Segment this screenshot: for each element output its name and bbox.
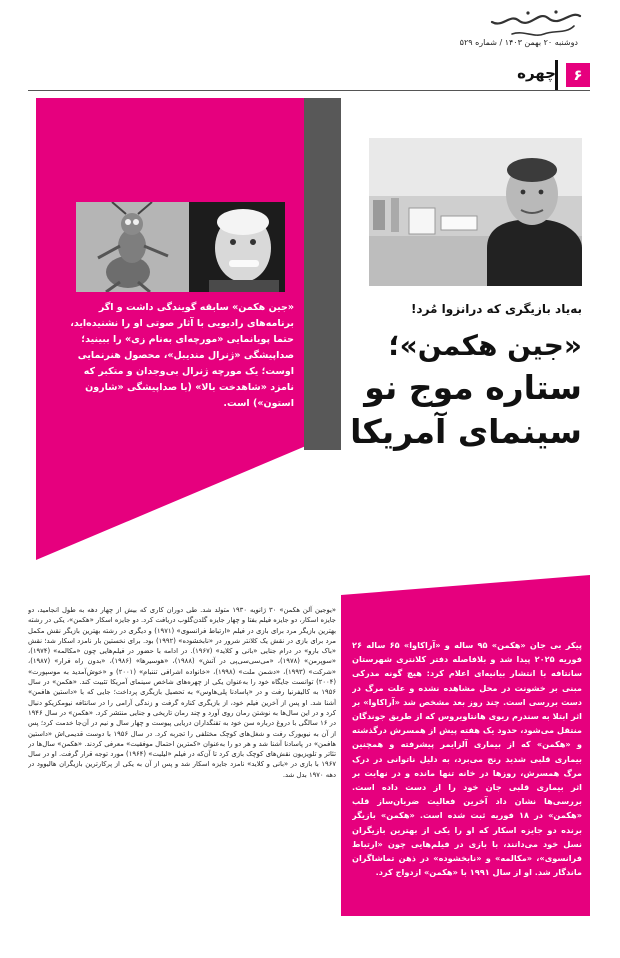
article-headline	[346, 326, 582, 454]
cartoon-ant-image	[76, 202, 189, 292]
headline-line-2: ستاره موج نو	[364, 368, 582, 407]
headline-line-3: سینمای آمریکا	[350, 412, 582, 451]
article-body: «یوجین آلن هکمن» ۳۰ ژانویه ۱۹۳۰ متولد شد. طی دوران کاری که بیش از چهار دهه به طول انجامید، دو جایزه اسکار، دو جایزه فیلم بفتا و چهار جایزه گلدن‌گلوب دریافت کرد. دو جایزه اسکار «هکمن»، یکی در رشته بهترین بازیگر مرد برای بازی در فیلم «ارتباط فرانسوی» (۱۹۷۱) و دیگری در رشته بهترین بازیگر نقش مکمل مرد برای بازی در نقش یک کلانتر شرور در «نابخشوده» (۱۹۹۲) بود. برای نخستین بار نامزد اسکار شد؛ نقش «باک بارو» در درام جنایی «بانی و کلاید» (۱۹۶۷). در ادامه با حضور در فیلم‌هایی چون «مکالمه» (۱۹۷۴)، «سوپرمن» (۱۹۷۸)، «می‌سی‌سی‌پی در آتش» (۱۹۸۸)، «هوسیرها» (۱۹۸۶)، «بدون راه فرار» (۱۹۸۷)، «شرکت» (۱۹۹۳)، «دشمن ملت» (۱۹۹۸)، «خانواده اشرافی تننبام» (۲۰۰۱) و «خوش‌آمدید به موسپورت» (۲۰۰۴) توانست جایگاه خود را به‌عنوان یکی از چهره‌های شاخص سینمای آمریکا تثبیت کند. «هکمن» در سال ۱۹۵۶ به کالیفرنیا رفت و در «پاسادنا پلی‌هاوس» به تحصیل بازیگری پرداخت؛ جایی که با «داستین هافمن» آشنا شد. او پس از آخرین فیلم خود، از بازیگری کناره گرفت و زندگی آرامی را در سانتافه نیومکزیکو دنبال کرد و در این سال‌ها به نوشتن رمان روی آورد و چند رمان تاریخی و جنایی منتشر کرد. «هکمن» در سال ۱۹۴۶ در ۱۶ سالگی با دروغ درباره سن خود به تفنگداران دریایی پیوست و چهار سال و نیم در آن‌جا خدمت کرد؛ پس از آن به نیویورک رفت و شغل‌های کوچک مختلفی را تجربه کرد. در سال ۱۹۵۶ با دوست قدیمی‌اش «داستین هافمن» در پاسادنا آشنا شد و هر دو را به‌عنوان «کمترین احتمال موفقیت» معرفی کردند. «هکمن» سال‌ها در تئاتر و تلویزیون نقش‌های کوچک بازی کرد تا آن‌که در فیلم «لیلیت» (۱۹۶۴) مورد توجه قرار گرفت. او در سال ۱۹۶۷ با بازی در «بانی و کلاید» نامزد جایزه اسکار شد و پس از آن به یکی از پرکارترین بازیگران هالیوود در دهه ۱۹۷۰ بدل شد.	[28, 606, 336, 779]
article-lead: پیکر بی جان «هکمن» ۹۵ ساله و «آراکاوا» ۶۵ ساله ۲۶ فوریه ۲۰۲۵ پیدا شد و بلافاصله دفتر کلانتری شهرستان سانتافه با انتشار بیانیه‌ای اعلام کرد: هیچ گونه مدرکی مبنی بر خشونت در محل مشاهده نشده و علت مرگ در دست بررسی است. چند روز بعد مشخص شد «آراکاوا» بر اثر ابتلا به سندرم ریوی هانتاویروس که از طریق جوندگان منتقل می‌شود، حدود یک هفته پیش از همسرش درگذشته و «هکمن» که از بیماری آلزایمر پیشرفته و همچنین بیماری قلبی شدید رنج می‌برد، به دلیل ناتوانی در درک مرگ همسرش، روزها در خانه تنها مانده و در نهایت بر اثر بیماری قلبی جان خود را از دست داده است. بررسی‌ها نشان داد آخرین فعالیت ضربان‌ساز قلب «هکمن» در ۱۸ فوریه ثبت شده است. «هکمن» بازیگر برنده دو جایزه اسکار که او را یکی از بهترین بازیگران نسل خود می‌دانند، با بازی در فیلم‌هایی چون «ارتباط فرانسوی»، «مکالمه» و «نابخشوده» در ذهن تماشاگران ماندگار شد. او از سال ۱۹۹۱ با «هکمن» ازدواج کرد.	[352, 640, 582, 878]
actor-portrait-bw	[189, 202, 285, 292]
page-number: ۶	[566, 63, 590, 87]
newspaper-logo	[480, 8, 588, 42]
photo-caption: «جین هکمن» سابقه گویندگی داشت و اگر برنامه‌های رادیویی با آثار صوتی او را نشنیده‌اید، حتما پویانمایی «مورچه‌ای به‌نام زی» را ببینید؛ صداپیشگی «ژنرال مندیبل»، محصول هنرنمایی اوست؛ یک مورچه ژنرال بی‌وجدان و متکبر که نامزد «شاهدخت بالا» (با صداپیشگی «شارون استون») است.	[70, 302, 294, 409]
actor-outdoor-photo	[369, 138, 582, 286]
section-title: چهره	[517, 64, 556, 82]
gray-divider-bar	[304, 98, 341, 450]
article-kicker: به‌یاد بازیگری که درانزوا مُرد!	[410, 302, 582, 316]
header-rule	[28, 90, 590, 91]
issue-date: دوشنبه ۲۰ بهمن ۱۴۰۳ / شماره ۵۲۹	[459, 38, 578, 47]
headline-line-1: «جین هکمن»؛	[388, 329, 582, 362]
